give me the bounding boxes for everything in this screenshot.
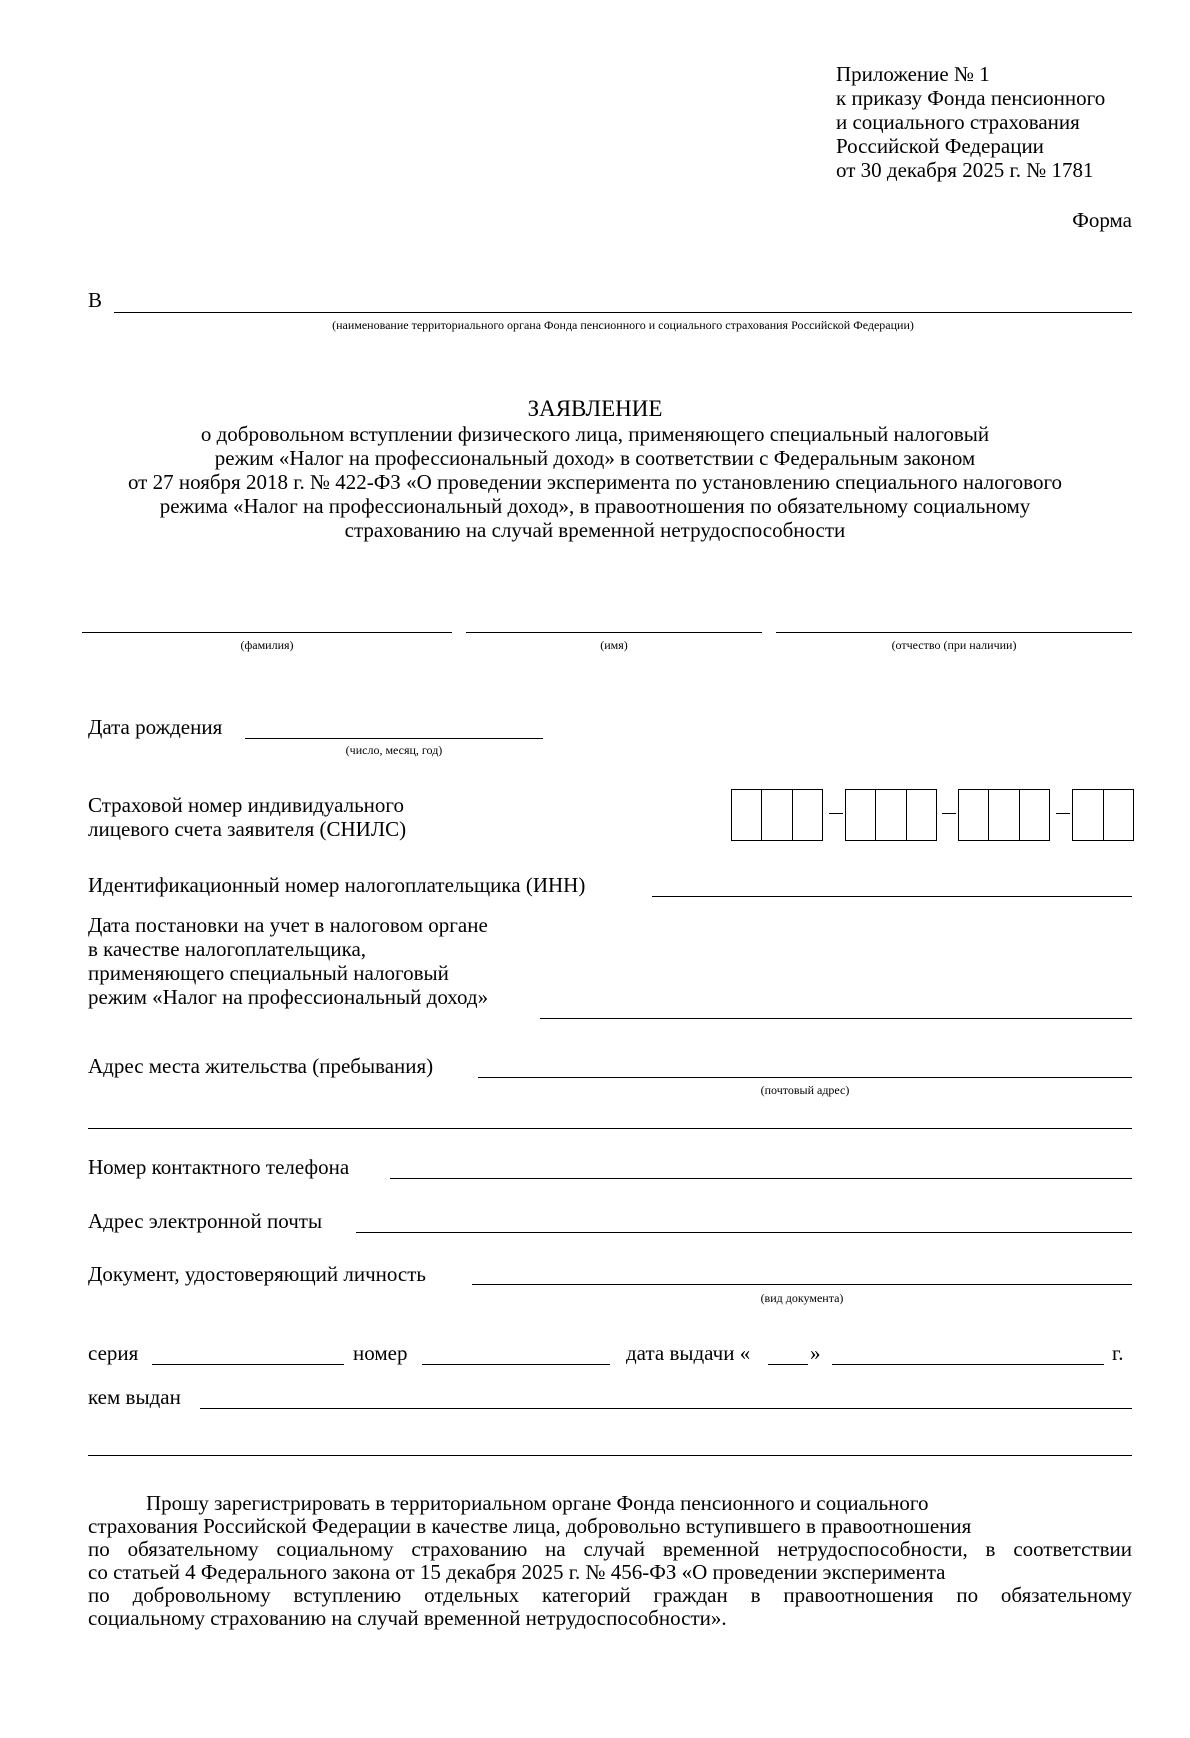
address-hint: (почтовый адрес) [760,1083,850,1097]
document-label: Документ, удостоверяющий личность [88,1262,426,1286]
appendix-line: к приказу Фонда пенсионного [836,86,1106,110]
registration-label-line: режим «Налог на профессиональный доход» [88,985,489,1009]
snils-group-3[interactable] [958,789,1050,841]
snils-digit-cell[interactable] [793,790,822,840]
appendix-line: и социального страхования [836,110,1080,134]
name-hint: (имя) [600,638,628,652]
document-hint: (вид документа) [760,1291,844,1305]
title-block [60,396,1130,542]
year-suffix: г. [1112,1341,1124,1365]
registration-label-line: Дата постановки на учет в налоговом органе [88,913,488,937]
name-field[interactable] [466,602,762,633]
appendix-line: Приложение № 1 [836,62,990,86]
snils-separator [829,813,843,814]
issued-by-field-continued[interactable] [88,1425,1132,1456]
request-line: Прошу зарегистрировать в территориальном органе Фонда пенсионного и социального [146,1491,929,1515]
email-field[interactable] [356,1202,1132,1233]
subtitle-line: от 27 ноября 2018 г. № 422-ФЗ «О проведении эксперимента по установлению специального налогового [127,470,1063,494]
registration-label [88,913,488,1009]
issue-day-field[interactable] [768,1334,808,1365]
surname-field[interactable] [82,602,452,633]
issued-by-field[interactable] [200,1378,1132,1409]
snils-digit-cell[interactable] [846,790,876,840]
issue-date-label: дата выдачи « [626,1341,751,1365]
subtitle-line: о добровольном вступлении физического лица, применяющего специальный налоговый [200,422,990,446]
request-line: социальному страхованию на случай временной нетрудоспособности». [88,1606,727,1630]
birth-date-label: Дата рождения [88,715,223,739]
request-line: по обязательному социальному страхованию на случай временной нетрудоспособности, в соответствии [88,1537,1132,1561]
request-line: со статьей 4 Федерального закона от 15 декабря 2025 г. № 456-ФЗ «О проведении эксперимента [88,1560,946,1584]
address-label: Адрес места жительства (пребывания) [88,1054,434,1078]
snils-digit-cell[interactable] [762,790,792,840]
subtitle-line: страхованию на случай временной нетрудоспособности [344,518,846,542]
address-field-continued[interactable] [88,1098,1132,1129]
phone-field[interactable] [390,1148,1132,1179]
snils-group-1[interactable] [731,789,823,841]
snils-label [88,793,406,841]
snils-separator [942,813,956,814]
document-type-field[interactable] [472,1254,1132,1285]
issue-day-quote-close: » [810,1341,821,1365]
recipient-field[interactable] [114,282,1132,313]
birth-date-field[interactable] [245,708,543,739]
appendix-line: от 30 декабря 2025 г. № 1781 [836,158,1094,182]
email-label: Адрес электронной почты [88,1209,323,1233]
request-line: страхования Российской Федерации в качестве лица, добровольно вступившего в правоотношения [88,1514,972,1538]
snils-separator [1056,813,1070,814]
snils-digit-cell[interactable] [959,790,989,840]
snils-digit-cell[interactable] [1020,790,1049,840]
patronymic-field[interactable] [776,602,1132,633]
snils-group-2[interactable] [845,789,937,841]
inn-field[interactable] [652,866,1132,897]
recipient-prefix: В [88,288,103,312]
snils-label-line: лицевого счета заявителя (СНИЛС) [88,817,407,841]
appendix-block [836,62,1105,182]
snils-digit-cell[interactable] [876,790,906,840]
number-label: номер [353,1341,408,1365]
surname-hint: (фамилия) [240,638,294,652]
patronymic-hint: (отчество (при наличии) [891,638,1017,652]
request-paragraph [88,1492,1132,1630]
registration-date-field[interactable] [540,988,1132,1019]
registration-label-line: в качестве налогоплательщика, [88,937,367,961]
issued-by-label: кем выдан [88,1385,181,1409]
snils-digit-cell[interactable] [1073,790,1104,840]
number-field[interactable] [422,1334,610,1365]
series-field[interactable] [152,1334,344,1365]
request-line: по добровольному вступлению отдельных категорий граждан в правоотношения по обязательному [88,1583,1132,1607]
subtitle-line: режим «Налог на профессиональный доход» в соответствии с Федеральным законом [214,446,976,470]
appendix-line: Российской Федерации [836,134,1044,158]
recipient-hint: (наименование территориального органа Фонда пенсионного и социального страхования Российской Федерации) [332,318,914,332]
inn-label: Идентификационный номер налогоплательщика (ИНН) [88,873,586,897]
series-label: серия [88,1341,139,1365]
snils-label-line: Страховой номер индивидуального [88,793,404,817]
birth-date-hint: (число, месяц, год) [345,743,443,757]
snils-digit-cell[interactable] [907,790,936,840]
address-field[interactable] [478,1047,1132,1078]
page-title: ЗАЯВЛЕНИЕ [527,396,663,421]
phone-label: Номер контактного телефона [88,1155,350,1179]
snils-digit-cell[interactable] [1104,790,1134,840]
snils-group-4[interactable] [1072,789,1134,841]
snils-digit-cell[interactable] [732,790,762,840]
snils-digit-cell[interactable] [989,790,1019,840]
subtitle-line: режима «Налог на профессиональный доход», в правоотношения по обязательному социальному [159,494,1031,518]
registration-label-line: применяющего специальный налоговый [88,961,449,985]
form-label: Форма [1072,208,1132,232]
issue-month-year-field[interactable] [832,1334,1104,1365]
